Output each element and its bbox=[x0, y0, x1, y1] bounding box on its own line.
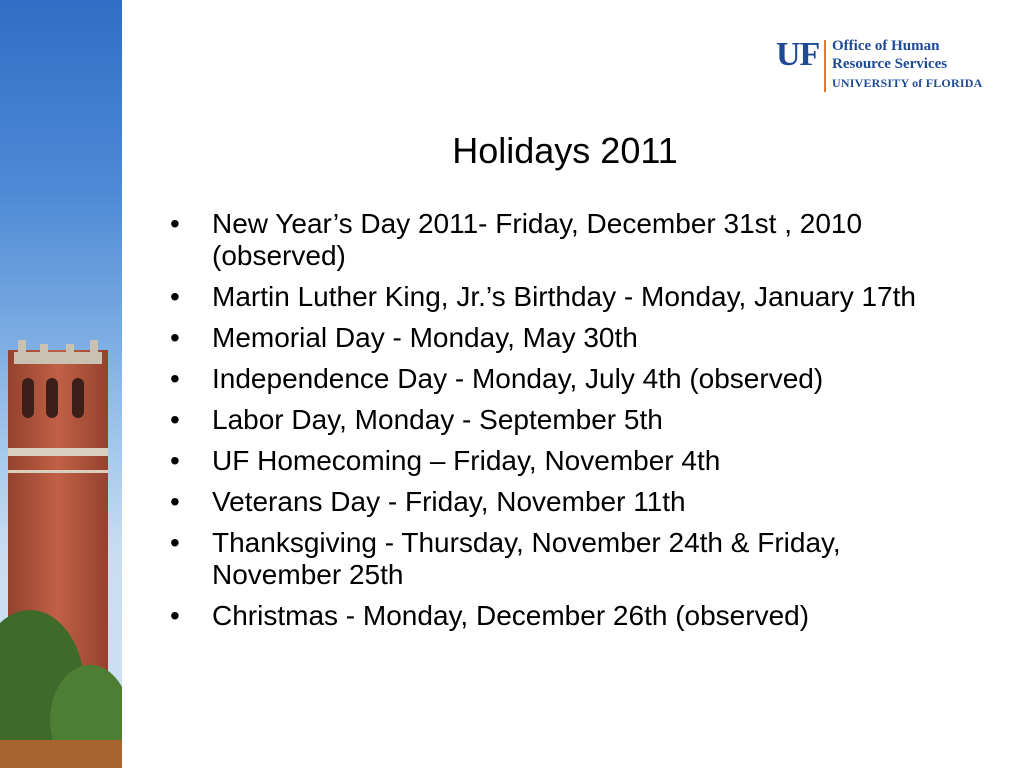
bullet-mark: • bbox=[170, 363, 180, 394]
holiday-text: Labor Day, Monday - September 5th bbox=[212, 404, 663, 435]
holiday-item bbox=[168, 445, 948, 477]
uf-logo-mark: UF bbox=[776, 36, 820, 73]
holiday-list bbox=[168, 208, 948, 641]
holiday-text: Christmas - Monday, December 26th (observed) bbox=[212, 600, 810, 631]
holiday-item bbox=[168, 281, 948, 313]
bullet-mark: • bbox=[170, 600, 180, 631]
holiday-item bbox=[168, 527, 948, 591]
holiday-item bbox=[168, 600, 948, 632]
holiday-text: New Year’s Day 2011- Friday, December 31st , 2010 (observed) bbox=[212, 208, 863, 271]
holiday-text: Veterans Day - Friday, November 11th bbox=[212, 486, 686, 517]
logo-line-office: Office of Human bbox=[832, 38, 940, 54]
holiday-item bbox=[168, 322, 948, 354]
holiday-item bbox=[168, 363, 948, 395]
bullet-mark: • bbox=[170, 208, 180, 239]
uf-hr-logo bbox=[776, 36, 996, 96]
bullet-mark: • bbox=[170, 322, 180, 353]
holiday-item bbox=[168, 486, 948, 518]
bullet-mark: • bbox=[170, 445, 180, 476]
holiday-text: UF Homecoming – Friday, November 4th bbox=[212, 445, 721, 476]
holiday-item bbox=[168, 208, 948, 272]
bullet-mark: • bbox=[170, 281, 180, 312]
logo-line-services: Resource Services bbox=[832, 56, 948, 72]
bullet-mark: • bbox=[170, 486, 180, 517]
century-tower-image bbox=[0, 0, 122, 768]
holiday-text: Thanksgiving - Thursday, November 24th & Friday, November 25th bbox=[212, 527, 841, 590]
holiday-text: Memorial Day - Monday, May 30th bbox=[212, 322, 638, 353]
holiday-text: Independence Day - Monday, July 4th (observed) bbox=[212, 363, 824, 394]
bullet-mark: • bbox=[170, 527, 180, 558]
logo-divider bbox=[824, 40, 826, 92]
campus-photo-strip bbox=[0, 0, 122, 768]
logo-line-university: UNIVERSITY of FLORIDA bbox=[832, 76, 983, 90]
holiday-item bbox=[168, 404, 948, 436]
holiday-text: Martin Luther King, Jr.’s Birthday - Monday, January 17th bbox=[212, 281, 916, 312]
bullet-mark: • bbox=[170, 404, 180, 435]
slide-title: Holidays 2011 bbox=[452, 130, 678, 171]
